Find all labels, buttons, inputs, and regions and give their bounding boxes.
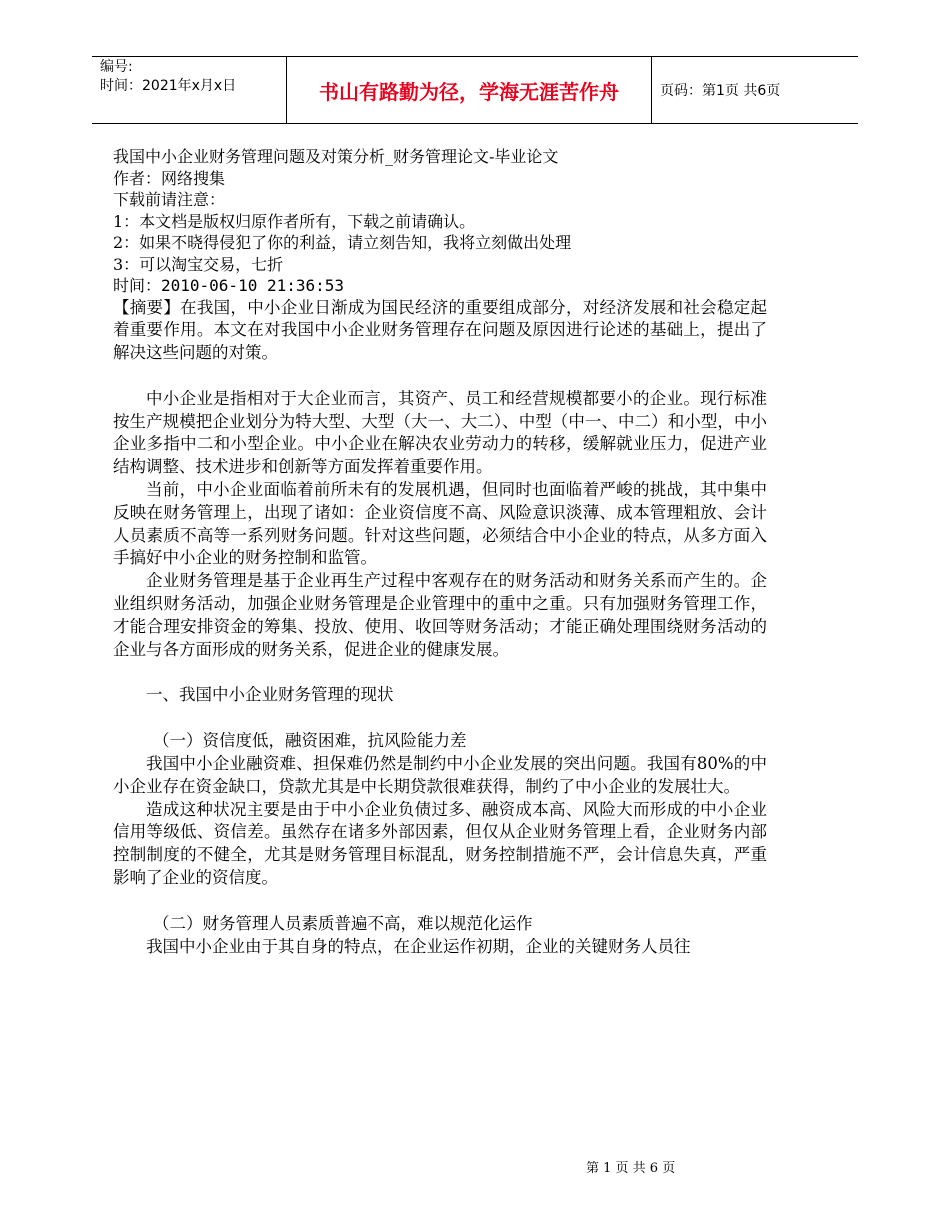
motto: 书山有路勤为径，学海无涯苦作舟	[286, 57, 652, 123]
document-title: 我国中小企业财务管理问题及对策分析_财务管理论文-毕业论文	[113, 147, 559, 166]
page-footer: 第 1 页 共 6 页	[586, 1161, 676, 1176]
paragraph: 造成这种状况主要是由于中小企业负债过多、融资成本高、风险大而形成的中小企业信用等级低、资信差。虽然存在诸多外部因素，但仅从企业财务管理上看，企业财务内部控制制度的不健全，尤其是财务管理目标混乱，财务控制措施不严，会计信息失真，严重影响了企业的资信度。	[113, 799, 767, 888]
document-body	[113, 146, 767, 958]
paragraph: 企业财务管理是基于企业再生产过程中客观存在的财务活动和财务关系而产生的。企业组织财务活动，加强企业财务管理是企业管理中的重中之重。只有加强财务管理工作，才能合理安排资金的筹集、投放、使用、收回等财务活动；才能正确处理围绕财务活动的企业与各方面形成的财务关系，促进企业的健康发展。	[113, 571, 767, 659]
page-info: 页码：第1页 共6页	[660, 83, 781, 99]
paragraph: 我国中小企业融资难、担保难仍然是制约中小企业发展的突出问题。我国有80%的中小企业存在资金缺口，贷款尤其是中长期贷款很难获得，制约了中小企业的发展壮大。	[113, 754, 767, 796]
time-label: 时间：2021年x月x日	[100, 78, 237, 94]
notice-heading: 下载前请注意：	[113, 190, 226, 209]
number-label: 编号:	[100, 59, 133, 75]
abstract: 【摘要】在我国，中小企业日渐成为国民经济的重要组成部分，对经济发展和社会稳定起着重要作用。本文在对我国中小企业财务管理存在问题及原因进行论述的基础上，提出了解决这些问题的对策。	[113, 297, 767, 363]
author: 作者：网络搜集	[113, 168, 226, 188]
header-meta	[100, 57, 280, 123]
paragraph: 我国中小企业由于其自身的特点，在企业运作初期，企业的关键财务人员往	[146, 936, 691, 956]
subsection-heading: （一）资信度低，融资困难，抗风险能力差	[153, 731, 467, 751]
section-heading: 一、我国中小企业财务管理的现状	[146, 685, 394, 705]
paragraph: 中小企业是指相对于大企业而言，其资产、员工和经营规模都要小的企业。现行标准按生产规模把企业划分为特大型、大型（大一、大二）、中型（中一、中二）和小型，中小企业多指中二和小型企业。中小企业在解决农业劳动力的转移，缓解就业压力，促进产业结构调整、技术进步和创新等方面发挥着重要作用。	[113, 388, 767, 477]
notice-item: 1：本文档是版权归原作者所有，下载之前请确认。	[113, 211, 476, 231]
publish-time: 时间：2010-06-10 21:36:53	[113, 276, 345, 295]
subsection-heading: （二）财务管理人员素质普遍不高，难以规范化运作	[153, 913, 533, 933]
notice-item: 3：可以淘宝交易，七折	[113, 254, 284, 274]
paragraph: 当前，中小企业面临着前所未有的发展机遇，但同时也面临着严峻的挑战，其中集中反映在财务管理上，出现了诸如：企业资信度不高、风险意识淡薄、成本管理粗放、会计人员素质不高等一系列财务问题。针对这些问题，必须结合中小企业的特点，从多方面入手搞好中小企业的财务控制和监管。	[113, 480, 767, 568]
notice-item: 2：如果不晓得侵犯了你的利益，请立刻告知，我将立刻做出处理	[113, 233, 572, 252]
page-header	[92, 56, 858, 124]
